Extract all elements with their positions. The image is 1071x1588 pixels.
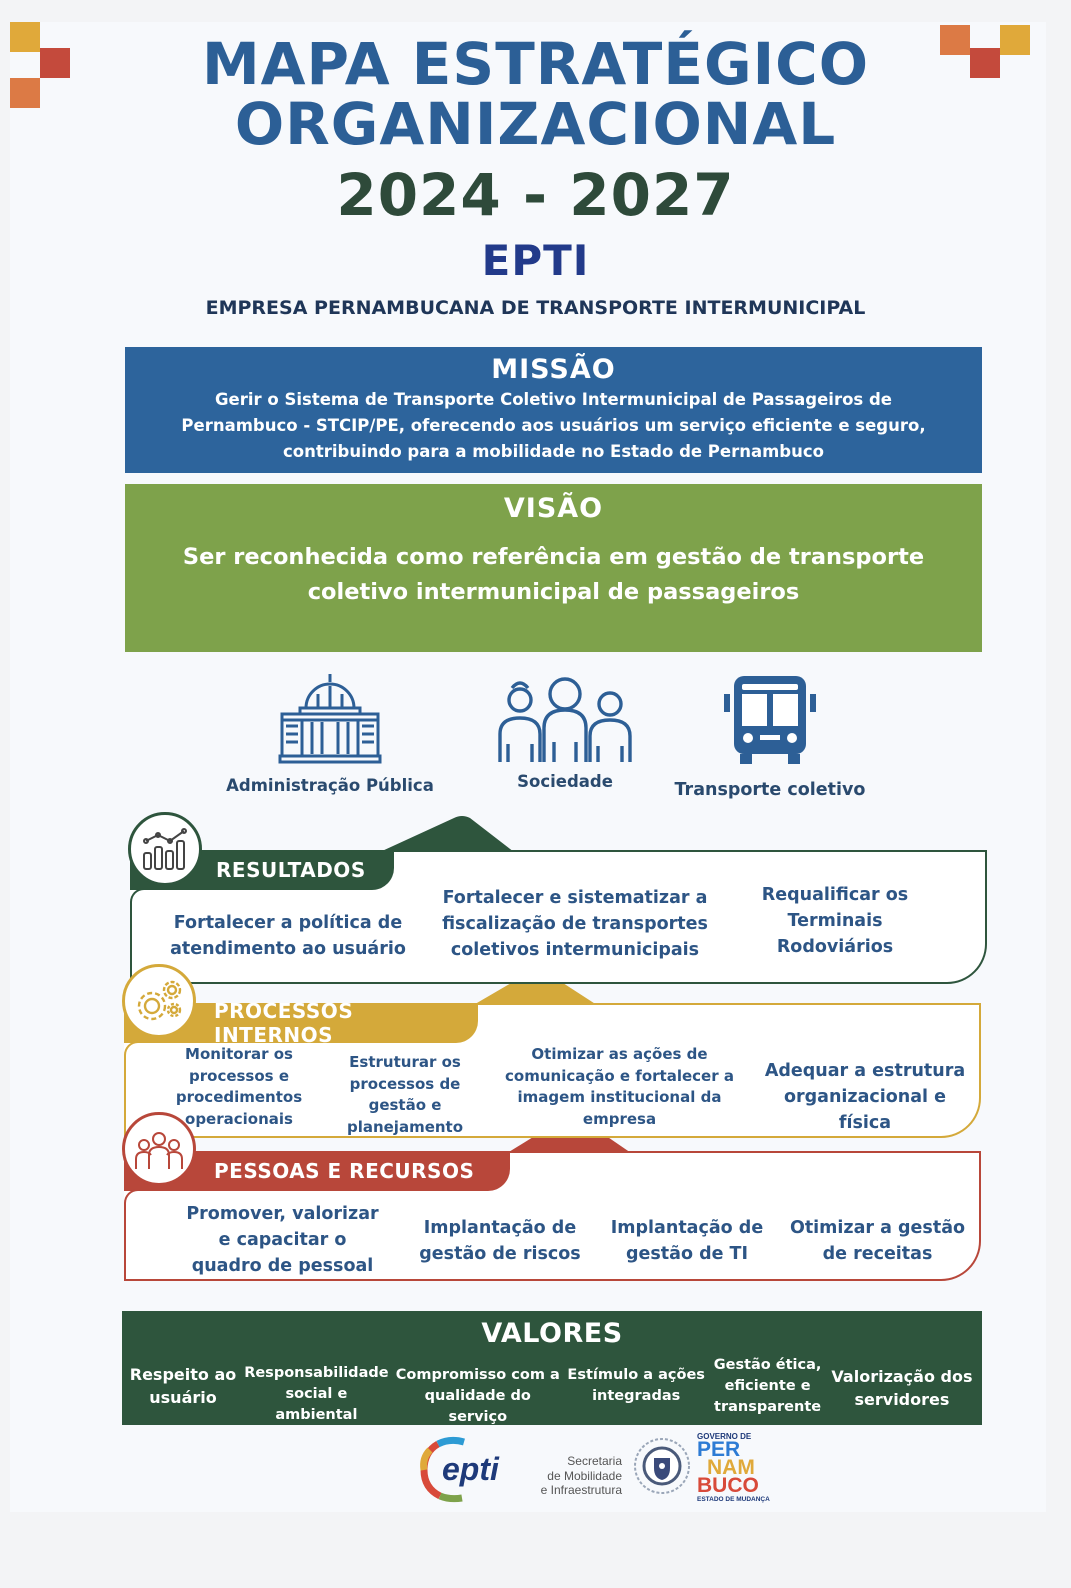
values-heading: VALORES (481, 1318, 623, 1349)
stakeholder-label: Transporte coletivo (674, 780, 866, 800)
page-title-line1: MAPA ESTRATÉGICO (201, 30, 870, 98)
mission-text: Gerir o Sistema de Transporte Coletivo Intermunicipal de Passageiros de Pernambuco - STCIP/PE, oferecendo aos usuários um serviço eficiente e seguro, contribuindo para a mobilidade no Estado de Pernambuco (181, 390, 926, 461)
governo-pernambuco-logo: GOVERNO DE PER NAM BUCO ESTADO DE MUDANÇA (697, 1432, 770, 1503)
org-full-name: EMPRESA PERNAMBUCANA DE TRANSPORTE INTERMUNICIPAL (205, 297, 866, 319)
footer-logos (0, 1432, 1071, 1512)
people-objective-2: Implantação de gestão de riscos (419, 1218, 581, 1264)
state-seal-icon (632, 1436, 692, 1496)
gears-icon (134, 978, 184, 1024)
people-objective-1: Promover, valorizar e capacitar o quadro de pessoal (186, 1204, 379, 1276)
results-circle (128, 812, 202, 886)
stakeholder-label: Administração Pública (226, 776, 434, 795)
results-objective-1: Fortalecer a política de atendimento ao usuário (170, 913, 406, 959)
epti-logo (418, 1436, 518, 1506)
people-circle (122, 1112, 196, 1186)
people-heading: PESSOAS E RECURSOS (214, 1159, 475, 1183)
org-acronym: EPTI (481, 236, 590, 285)
value-item: Valorização dos servidores (831, 1367, 973, 1409)
value-item: Estímulo a ações integradas (567, 1367, 705, 1404)
stakeholder-label: Sociedade (517, 772, 613, 791)
people-objective-3: Implantação de gestão de TI (610, 1218, 764, 1264)
mission-heading: MISSÃO (491, 354, 616, 385)
processes-objective-3: Otimizar as ações de comunicação e fortalecer a imagem institucional da empresa (505, 1045, 734, 1128)
values-section (122, 1311, 982, 1425)
value-item: Compromisso com a qualidade do serviço (395, 1367, 560, 1425)
secretaria-logo: Secretaria de Mobilidade e Infraestrutura (540, 1454, 622, 1497)
team-icon (134, 1127, 184, 1171)
results-objective-3: Requalificar os Terminais Rodoviários (761, 885, 909, 957)
processes-objective-4: Adequar a estrutura organizacional e física (764, 1061, 966, 1133)
vision-heading: VISÃO (503, 493, 604, 524)
vision-text: Ser reconhecida como referência em gestão de transporte coletivo intermunicipal de passageiros (182, 544, 925, 605)
value-item: Responsabilidade social e ambiental (244, 1365, 389, 1423)
people-objective-4: Otimizar a gestão de receitas (789, 1218, 966, 1264)
results-heading: RESULTADOS (216, 858, 366, 882)
processes-objective-2: Estruturar os processos de gestão e planejamento (346, 1053, 464, 1136)
processes-circle (122, 964, 196, 1038)
chart-growth-icon (140, 827, 190, 871)
epti-logo-text: epti (442, 1451, 499, 1487)
page-title-line2: ORGANIZACIONAL (234, 90, 837, 158)
processes-objective-1: Monitorar os processos e procedimentos operacionais (175, 1045, 303, 1128)
values-list (122, 1351, 982, 1428)
value-item: Gestão ética, eficiente e transparente (713, 1357, 822, 1415)
results-objective-2: Fortalecer e sistematizar a fiscalização de transportes coletivos intermunicipais (442, 888, 708, 960)
value-item: Respeito ao usuário (129, 1365, 237, 1407)
plan-years: 2024 - 2027 (336, 161, 735, 229)
processes-heading: PROCESSOS INTERNOS (214, 999, 354, 1047)
